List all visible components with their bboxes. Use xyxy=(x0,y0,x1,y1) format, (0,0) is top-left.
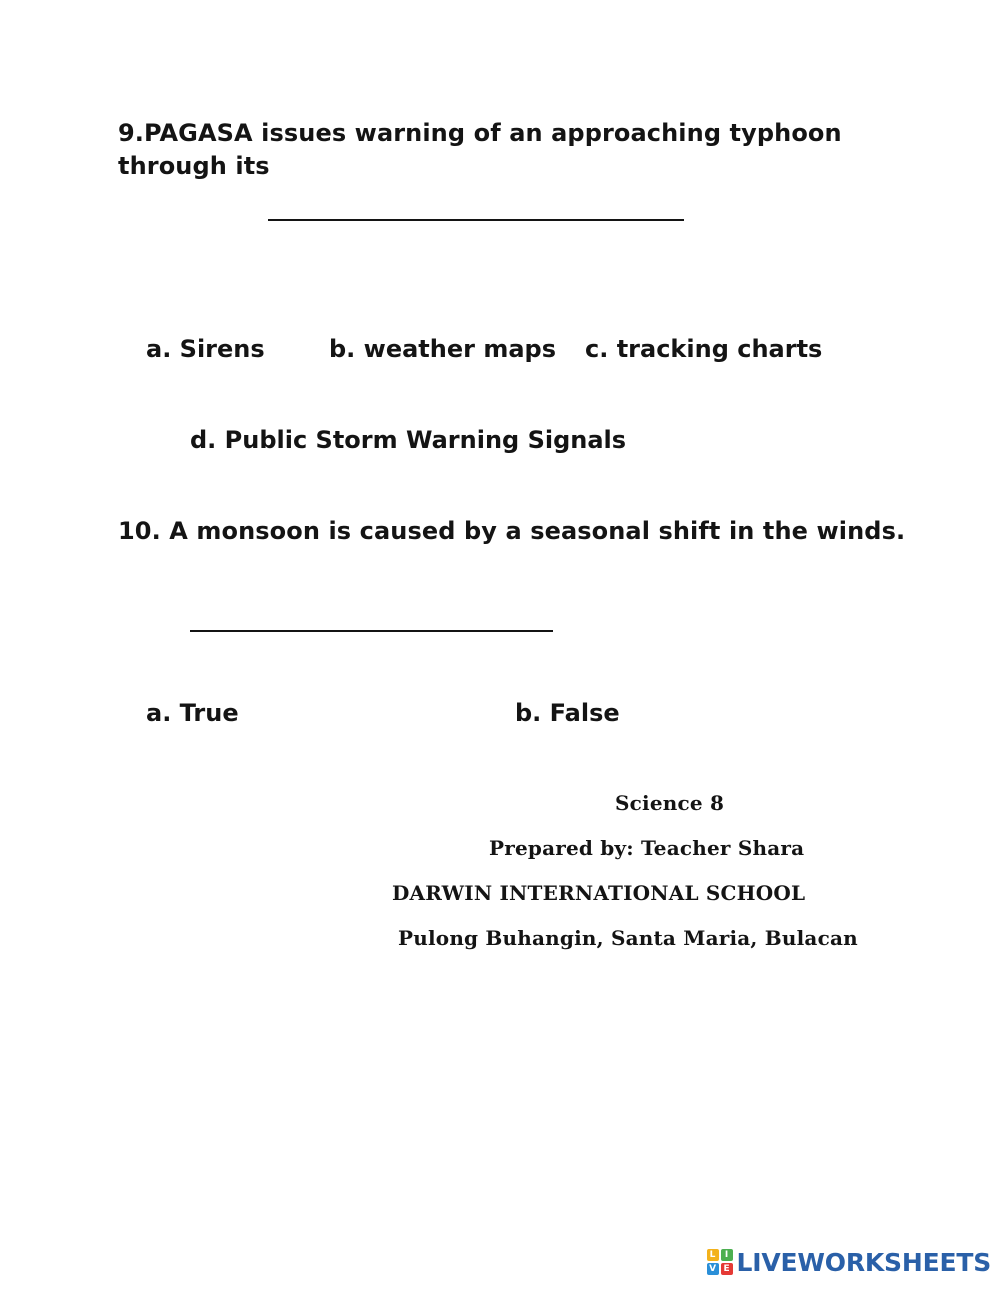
logo-cell-i: I xyxy=(721,1249,733,1261)
question-10-option-b[interactable]: b. False xyxy=(515,699,620,727)
question-9-option-b[interactable]: b. weather maps xyxy=(329,335,556,363)
prepared-by-label: Prepared by: Teacher Shara xyxy=(489,836,805,860)
logo-cell-v: V xyxy=(707,1263,719,1275)
question-9-line-2: through its xyxy=(118,152,270,180)
question-9-option-a[interactable]: a. Sirens xyxy=(146,335,265,363)
question-9-answer-blank[interactable] xyxy=(268,219,684,221)
subject-label: Science 8 xyxy=(615,791,725,815)
question-9-line-1: 9.PAGASA issues warning of an approaching typhoon xyxy=(118,119,842,147)
school-address: Pulong Buhangin, Santa Maria, Bulacan xyxy=(398,926,858,950)
logo-cell-l: L xyxy=(707,1249,719,1261)
school-name: DARWIN INTERNATIONAL SCHOOL xyxy=(392,881,806,905)
question-10-option-a[interactable]: a. True xyxy=(146,699,239,727)
logo-cell-e: E xyxy=(721,1263,733,1275)
liveworksheets-logo-icon xyxy=(707,1249,733,1275)
question-9-option-d[interactable]: d. Public Storm Warning Signals xyxy=(190,426,627,454)
brand-name: LIVEWORKSHEETS xyxy=(736,1247,991,1277)
question-10-answer-blank[interactable] xyxy=(190,630,553,632)
question-9-option-c[interactable]: c. tracking charts xyxy=(585,335,823,363)
liveworksheets-brand[interactable] xyxy=(707,1245,991,1279)
question-10-text: 10. A monsoon is caused by a seasonal shift in the winds. xyxy=(118,517,906,545)
